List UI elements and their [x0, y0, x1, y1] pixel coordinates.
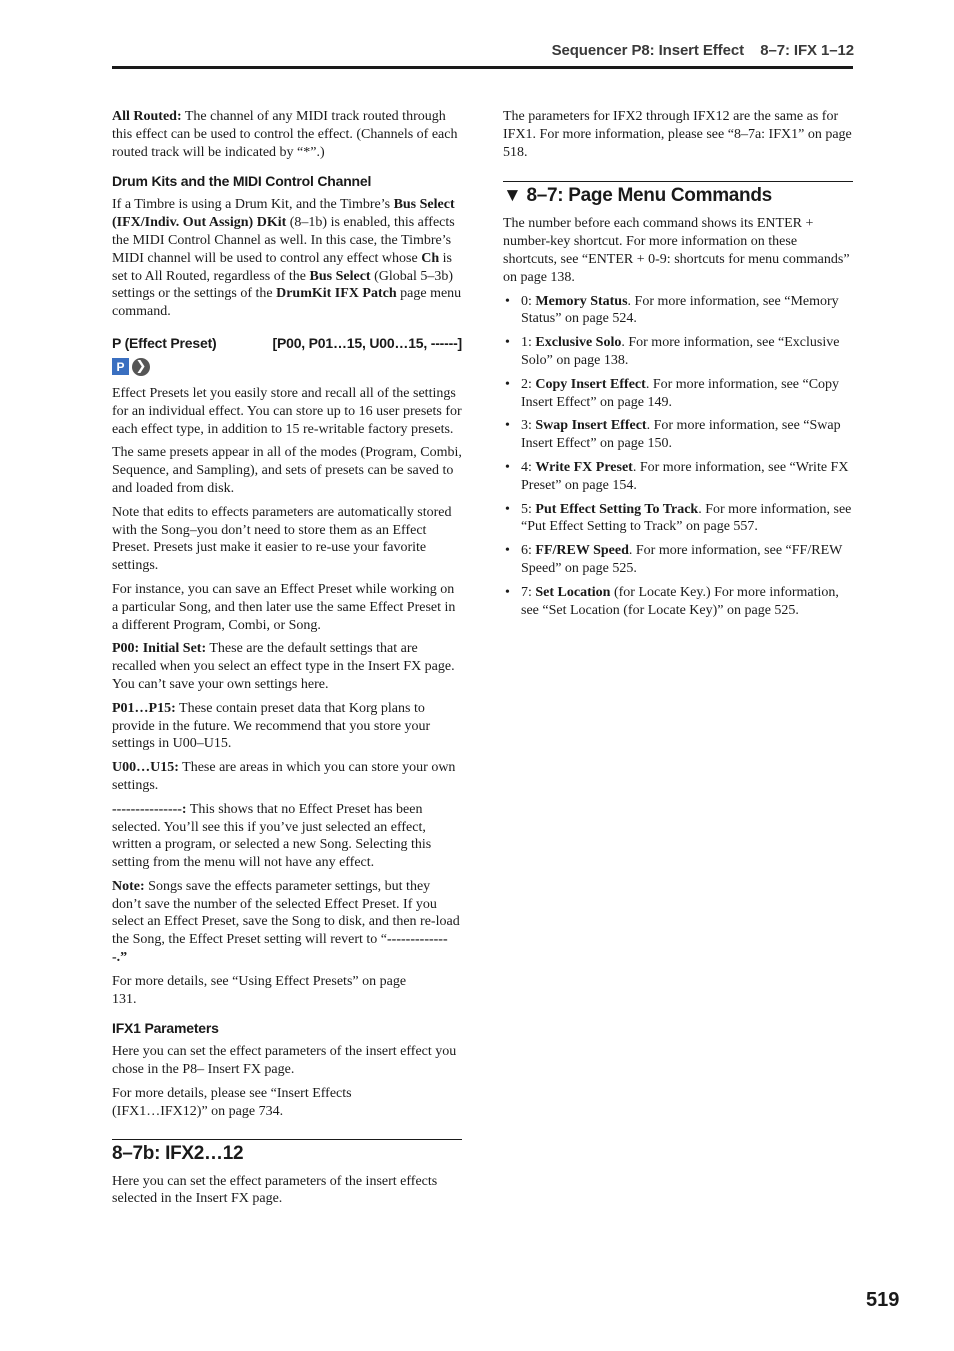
ch-term: Ch — [421, 250, 440, 266]
bullet: • — [505, 376, 510, 392]
command-name: Write FX Preset — [535, 459, 633, 475]
command-text: . For more information, see “Write FX Preset” on page 154. — [521, 459, 849, 493]
def-dashes-label: ---------------: — [112, 801, 187, 817]
preset-paragraph-4: For instance, you can save an Effect Preset while working on a particular Song, and then later use the same Effect Preset in a different Program, Combi, or Song. — [112, 581, 456, 633]
command-name: Swap Insert Effect — [535, 418, 647, 434]
parameter-icons — [112, 358, 462, 376]
bullet: • — [505, 501, 510, 517]
arrow-right-icon: ❯ — [132, 358, 150, 376]
command-text: . For more information, see “Swap Insert Effect” on page 150. — [521, 418, 841, 452]
command-name: Set Location — [535, 584, 611, 600]
drum-kits-text-4: (Global 5–3b) settings or the settings of the — [112, 268, 454, 302]
drum-kits-heading: Drum Kits and the MIDI Control Channel — [112, 173, 372, 190]
all-routed-paragraph — [112, 108, 462, 161]
note-text: Songs save the effects parameter settings, but they don’t save the number of the selected Effect Preset. If you select an Effect Preset, save the Song to disk, and then re-load the Song, the Effect Preset setting will revert to “ — [112, 878, 460, 948]
right-column — [503, 108, 853, 625]
def-p01-text: These contain preset data that Korg plans to provide in the future. We recommend that you store your settings in U00–U15. — [112, 700, 431, 752]
running-header: Sequencer P8: Insert Effect 8–7: IFX 1–12 — [551, 42, 854, 59]
def-u00-text: These are areas in which you can store your own settings. — [112, 760, 456, 793]
preset-paragraph-1: Effect Presets let you easily store and recall all of the settings for an individual effect. You can store up to 16 user presets for each effect type, in addition to 15 re-writable factory presets. — [112, 385, 462, 437]
section-7b-title: 8–7b: IFX2…12 — [112, 1142, 244, 1164]
command-text: . For more information, see “Put Effect Setting to Track” on page 557. — [521, 501, 852, 535]
menu-commands-title: ▼ 8–7: Page Menu Commands — [503, 185, 772, 207]
command-number: 1: — [521, 335, 536, 351]
def-p00-label: P00: Initial Set: — [112, 641, 207, 657]
preset-paragraph-2: The same presets appear in all of the modes (Program, Combi, Sequence, and Sampling), and sets of presets can be saved to and loaded from disk. — [112, 445, 462, 496]
bus-select-term: Bus Select — [309, 268, 371, 284]
command-text: . For more information, see “FF/REW Speed” on page 525. — [521, 543, 843, 576]
note-paragraph — [112, 878, 462, 967]
menu-commands-rule — [503, 181, 853, 182]
command-text: . For more information, see “Copy Insert Effect” on page 149. — [521, 376, 840, 410]
ifx2-intro-paragraph: The parameters for IFX2 through IFX12 are the same as for IFX1. For more information, please see “8–7a: IFX1” on page 518. — [503, 109, 852, 160]
drum-kits-text-1: If a Timbre is using a Drum Kit, and the Timbre’s — [112, 197, 394, 213]
def-u00-u15 — [112, 759, 462, 795]
bullet: • — [505, 459, 510, 475]
bullet: • — [505, 584, 510, 600]
preset-p-icon: P — [112, 358, 129, 375]
command-name: Copy Insert Effect — [535, 376, 646, 392]
command-name: FF/REW Speed — [535, 543, 629, 559]
list-item — [503, 459, 853, 495]
ifx1-paragraph-2: For more details, please see “Insert Effects (IFX1…IFX12)” on page 734. — [112, 1086, 352, 1119]
def-dashes — [112, 801, 462, 872]
command-number: 7: — [521, 584, 536, 600]
more-details-paragraph: For more details, see “Using Effect Presets” on page 131. — [112, 973, 407, 1007]
bullet: • — [505, 418, 510, 434]
drum-kits-paragraph — [112, 196, 462, 321]
drum-kits-text-5: page menu command. — [112, 286, 462, 320]
section-7b-rule — [112, 1139, 462, 1140]
def-p00-text: These are the default settings that are recalled when you select an effect type in the Insert FX page. You can’t save your own settings here. — [112, 641, 455, 692]
menu-commands-intro: The number before each command shows its ENTER + number-key shortcut. For more information on these shortcuts, see “ENTER + 0-9: shortcuts for menu commands” on page 138. — [503, 216, 850, 285]
bullet: • — [505, 335, 510, 351]
list-item — [503, 334, 853, 370]
menu-commands-list — [503, 293, 853, 620]
command-name: Exclusive Solo — [535, 335, 622, 351]
command-name: Put Effect Setting To Track — [535, 501, 699, 517]
def-u00-label: U00…U15: — [112, 760, 179, 776]
bullet: • — [505, 293, 510, 309]
list-item — [503, 417, 853, 453]
def-p01-label: P01…P15: — [112, 700, 176, 716]
ifx1-paragraph-1: Here you can set the effect parameters of the insert effect you chose in the P8– Insert FX page. — [112, 1044, 457, 1078]
list-item — [503, 542, 853, 578]
command-text: (for Locate Key.) For more information, see “Set Location (for Locate Key)” on page 525. — [521, 584, 839, 618]
command-text: . For more information, see “Exclusive Solo” on page 138. — [521, 335, 840, 368]
note-dashes: --------------.” — [112, 932, 448, 966]
list-item — [503, 584, 853, 620]
section-7b-paragraph: Here you can set the effect parameters of the insert effects selected in the Insert FX page. — [112, 1173, 438, 1207]
def-p00 — [112, 640, 462, 693]
list-item — [503, 293, 853, 329]
header-rule — [112, 66, 853, 69]
command-number: 4: — [521, 459, 536, 475]
command-number: 3: — [521, 418, 536, 434]
command-number: 5: — [521, 501, 536, 517]
bullet: • — [505, 543, 510, 559]
def-dashes-text: This shows that no Effect Preset has been selected. You’ll see this if you’ve just selected an effect, written a program, or selected a new Song. Selecting this setting from the menu will not have any effect. — [112, 801, 432, 871]
def-p01-p15 — [112, 700, 462, 753]
command-number: 2: — [521, 376, 536, 392]
bus-select-dkit-term: Bus Select (IFX/Indiv. Out Assign) DKit — [112, 197, 455, 231]
all-routed-text: The channel of any MIDI track routed through this effect can be used to control the effect. (Channels of each routed track will be indicated by “*”.) — [112, 109, 458, 160]
effect-preset-range: [P00, P01…15, U00…15, ------] — [272, 334, 462, 351]
left-column — [112, 108, 462, 1214]
command-number: 0: — [521, 293, 536, 309]
effect-preset-name: P (Effect Preset) — [112, 334, 217, 351]
command-number: 6: — [521, 543, 536, 559]
effect-preset-parameter — [112, 335, 462, 351]
drumkit-ifx-patch-term: DrumKit IFX Patch — [276, 286, 397, 302]
ifx1-parameters-heading: IFX1 Parameters — [112, 1020, 219, 1037]
list-item — [503, 501, 853, 537]
command-name: Memory Status — [535, 293, 628, 309]
note-label: Note: — [112, 878, 145, 894]
drum-kits-text-2: (8–1b) is enabled, this affects the MIDI Control Channel as well. In this case, the Timbre’s MIDI channel will be used to control any effect whose — [112, 215, 455, 266]
drum-kits-text-3: is set to All Routed, regardless of the — [112, 250, 452, 284]
preset-paragraph-3: Note that edits to effects parameters are automatically stored with the Song–you don’t need to store them as an Effect Preset. Presets just make it easier to re-use your favorite settings. — [112, 504, 452, 574]
command-text: . For more information, see “Memory Status” on page 524. — [521, 293, 839, 327]
page-number: 519 — [866, 1289, 900, 1311]
all-routed-label: All Routed: — [112, 109, 182, 124]
list-item — [503, 376, 853, 412]
